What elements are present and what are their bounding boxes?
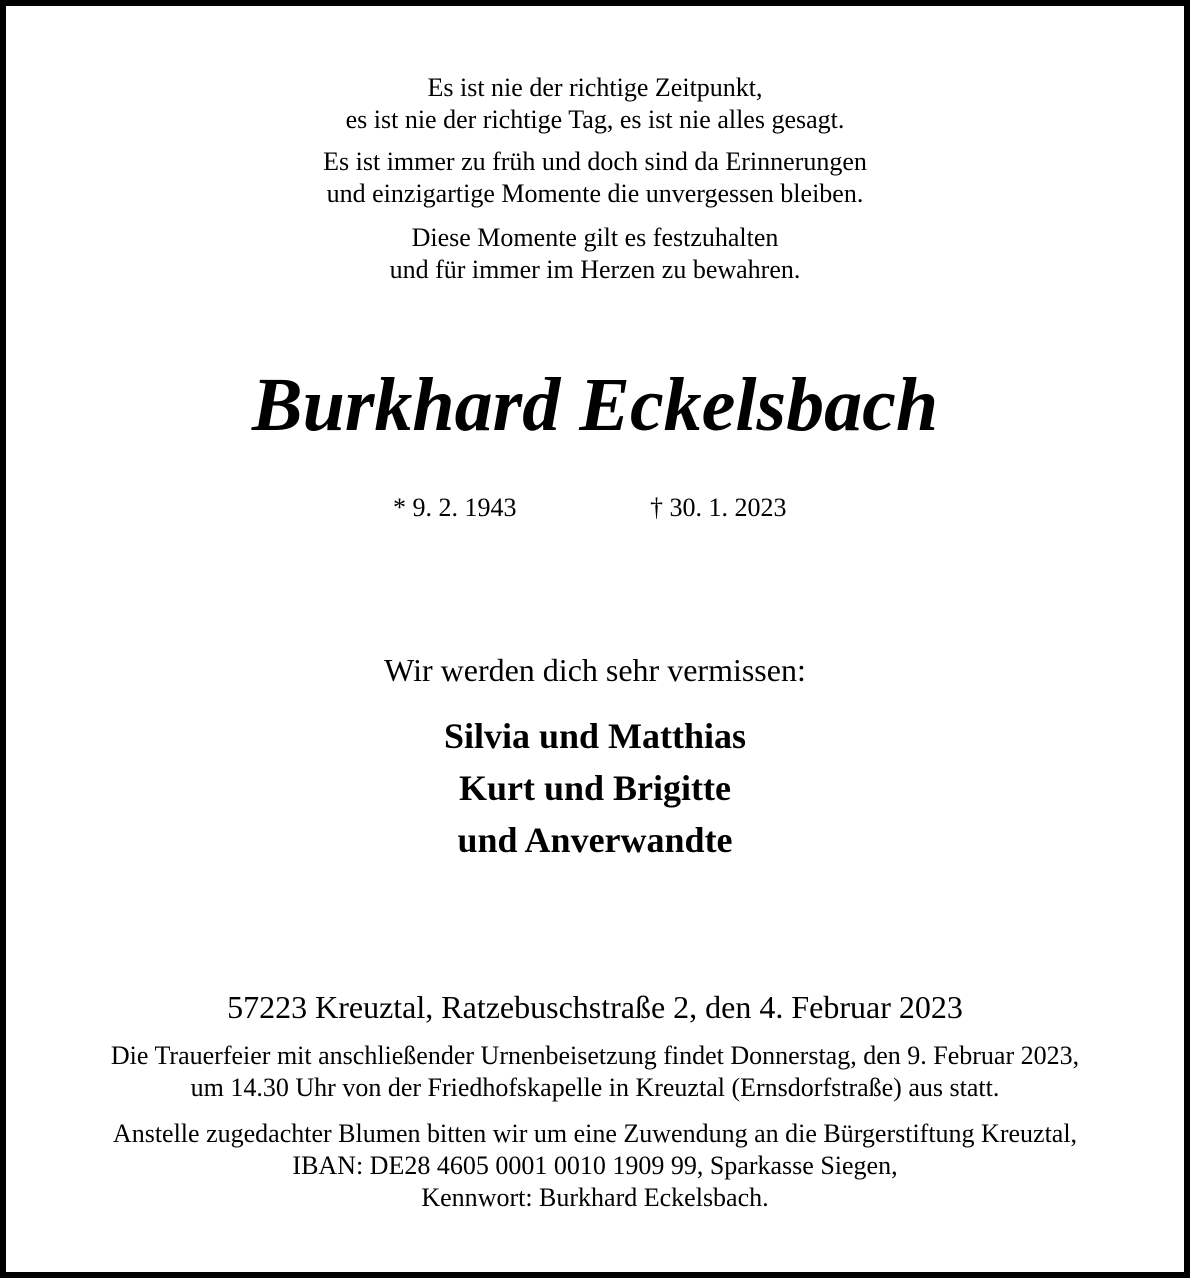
mourners-intro: Wir werden dich sehr vermissen: [384,652,806,688]
poem-line: Es ist immer zu früh und doch sind da Erinnerungen [323,147,867,176]
poem-stanza-2 [6,146,1184,210]
poem-stanza-1 [6,72,1184,136]
poem-line: und einzigartige Momente die unvergessen bleiben. [326,179,864,208]
address-date: 57223 Kreuztal, Ratzebuschstraße 2, den 4. Februar 2023 [227,989,963,1025]
poem-line: es ist nie der richtige Tag, es ist nie alles gesagt. [345,105,845,134]
donation-line: Kennwort: Burkhard Eckelsbach. [421,1183,769,1212]
mourner-name: und Anverwandte [457,820,733,860]
mourners-list [6,710,1184,866]
ceremony-info [6,1040,1184,1104]
donation-line: IBAN: DE28 4605 0001 0010 1909 99, Sparkasse Siegen, [292,1151,898,1180]
ceremony-line: um 14.30 Uhr von der Friedhofskapelle in Kreuztal (Ernsdorfstraße) aus statt. [190,1073,1000,1102]
poem-line: und für immer im Herzen zu bewahren. [389,255,801,284]
poem-line: Diese Momente gilt es festzuhalten [411,223,779,252]
death-date: † 30. 1. 2023 [650,493,787,522]
mourner-name: Kurt und Brigitte [458,768,731,808]
poem-line: Es ist nie der richtige Zeitpunkt, [427,73,763,102]
poem-stanza-3 [6,222,1184,286]
life-dates [0,492,1190,524]
donation-info [6,1118,1184,1214]
mourner-name: Silvia und Matthias [443,716,747,756]
birth-date: * 9. 2. 1943 [393,493,517,522]
donation-line: Anstelle zugedachter Blumen bitten wir um eine Zuwendung an die Bürgerstiftung Kreuztal, [112,1119,1078,1148]
deceased-name: Burkhard Eckelsbach [251,363,939,447]
ceremony-line: Die Trauerfeier mit anschließender Urnenbeisetzung findet Donnerstag, den 9. Februar 2023, [110,1041,1080,1070]
